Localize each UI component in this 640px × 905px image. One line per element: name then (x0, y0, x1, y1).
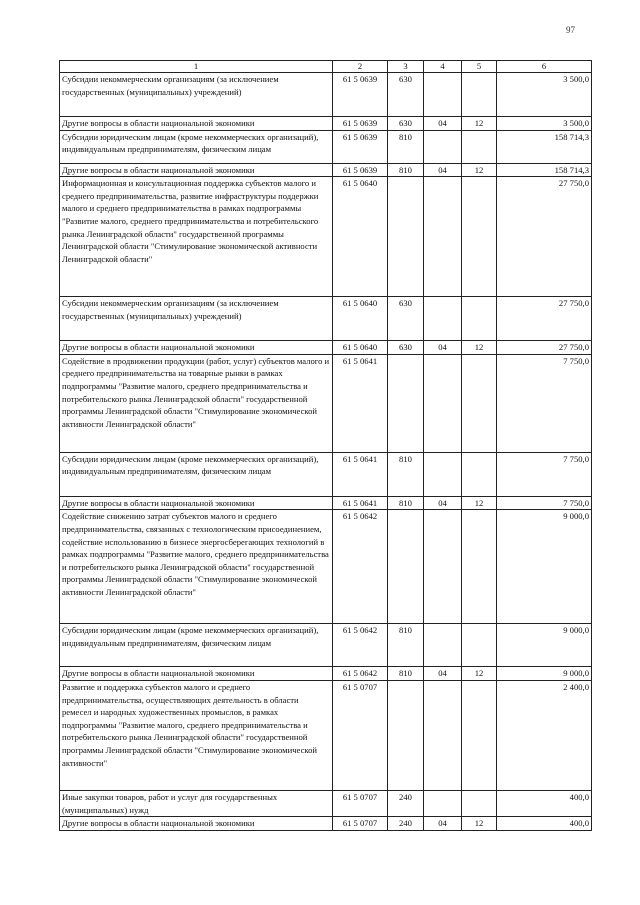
row-expense-type-cell: 630 (388, 297, 424, 341)
row-sum-cell: 400,0 (497, 817, 592, 831)
row-subsection-cell (462, 510, 497, 624)
table-row (60, 680, 592, 790)
row-section-cell: 04 (424, 817, 462, 831)
row-subsection-cell (462, 680, 497, 790)
table-row (60, 452, 592, 496)
row-name-cell: Содействие снижению затрат субъектов малого и среднего предпринимательства, связанных с технологическим присоединением, содействие использованию в бизнесе энергосберегающих технологий в рамках подпрограммы "Развитие малого, среднего предпринимательства и потребительского рынка Ленинградской области" государственной программы Ленинградской области "Стимулирование экономической активности Ленинградской области" (60, 510, 333, 624)
row-sum-cell: 7 750,0 (497, 452, 592, 496)
row-name-cell: Развитие и поддержка субъектов малого и среднего предпринимательства, осуществляющих деятельность в области ремесел и народных художественных промыслов, в рамках подпрограммы "Развитие малого, среднего предпринимательства и потребительского рынка Ленинградской области" государственной программы Ленинградской области "Стимулирование экономической активности" (60, 680, 333, 790)
table-row (60, 510, 592, 624)
row-section-cell (424, 680, 462, 790)
row-expense-type-cell: 240 (388, 817, 424, 831)
budget-table (59, 60, 592, 831)
row-section-cell: 04 (424, 341, 462, 355)
column-header: 1 (60, 61, 333, 73)
row-sum-cell: 3 500,0 (497, 117, 592, 131)
row-code-cell: 61 5 0642 (333, 667, 388, 681)
row-subsection-cell (462, 452, 497, 496)
row-sum-cell: 158 714,3 (497, 163, 592, 177)
row-sum-cell: 27 750,0 (497, 341, 592, 355)
table-row (60, 624, 592, 667)
row-expense-type-cell: 240 (388, 790, 424, 816)
row-name-cell: Другие вопросы в области национальной экономики (60, 496, 333, 510)
table-row (60, 790, 592, 816)
row-expense-type-cell: 630 (388, 117, 424, 131)
row-expense-type-cell (388, 510, 424, 624)
row-section-cell (424, 130, 462, 163)
row-expense-type-cell: 810 (388, 496, 424, 510)
row-code-cell: 61 5 0641 (333, 452, 388, 496)
row-subsection-cell: 12 (462, 163, 497, 177)
table-row (60, 130, 592, 163)
row-sum-cell: 2 400,0 (497, 680, 592, 790)
row-sum-cell: 9 000,0 (497, 510, 592, 624)
row-expense-type-cell: 810 (388, 624, 424, 667)
row-expense-type-cell: 810 (388, 667, 424, 681)
table-row (60, 496, 592, 510)
row-code-cell: 61 5 0642 (333, 624, 388, 667)
row-name-cell: Другие вопросы в области национальной экономики (60, 667, 333, 681)
row-expense-type-cell (388, 680, 424, 790)
row-expense-type-cell (388, 354, 424, 452)
row-code-cell: 61 5 0641 (333, 496, 388, 510)
row-name-cell: Другие вопросы в области национальной экономики (60, 163, 333, 177)
column-header: 3 (388, 61, 424, 73)
row-code-cell: 61 5 0707 (333, 817, 388, 831)
row-expense-type-cell: 810 (388, 130, 424, 163)
row-subsection-cell (462, 297, 497, 341)
row-subsection-cell: 12 (462, 667, 497, 681)
row-subsection-cell (462, 790, 497, 816)
row-code-cell: 61 5 0640 (333, 297, 388, 341)
table-row (60, 341, 592, 355)
row-section-cell (424, 177, 462, 297)
row-sum-cell: 9 000,0 (497, 624, 592, 667)
row-name-cell: Содействие в продвижении продукции (работ, услуг) субъектов малого и среднего предпринимательства на товарные рынки в рамках подпрограммы "Развитие малого, среднего предпринимательства и потребительского рынка Ленинградской области" государственной программы Ленинградской области "Стимулирование экономической активности Ленинградской области" (60, 354, 333, 452)
row-expense-type-cell: 810 (388, 452, 424, 496)
row-name-cell: Субсидии некоммерческим организациям (за исключением государственных (муниципальных) учреждений) (60, 297, 333, 341)
table-row (60, 177, 592, 297)
column-header: 4 (424, 61, 462, 73)
row-code-cell: 61 5 0641 (333, 354, 388, 452)
row-section-cell (424, 510, 462, 624)
row-code-cell: 61 5 0707 (333, 680, 388, 790)
row-code-cell: 61 5 0639 (333, 163, 388, 177)
row-section-cell: 04 (424, 163, 462, 177)
row-section-cell: 04 (424, 667, 462, 681)
row-sum-cell: 158 714,3 (497, 130, 592, 163)
row-name-cell: Другие вопросы в области национальной экономики (60, 341, 333, 355)
row-subsection-cell: 12 (462, 817, 497, 831)
row-name-cell: Информационная и консультационная поддержка субъектов малого и среднего предпринимательства, развитие инфраструктуры поддержки малого и среднего предпринимательства в рамках подпрограммы "Развитие малого, среднего предпринимательства и потребительского рынка Ленинградской области" государственной программы Ленинградской области "Стимулирование экономической активности Ленинградской области" (60, 177, 333, 297)
row-code-cell: 61 5 0640 (333, 341, 388, 355)
table-row (60, 667, 592, 681)
row-section-cell: 04 (424, 117, 462, 131)
row-expense-type-cell: 630 (388, 341, 424, 355)
row-name-cell: Субсидии некоммерческим организациям (за исключением государственных (муниципальных) учреждений) (60, 73, 333, 117)
table-row (60, 117, 592, 131)
row-subsection-cell (462, 177, 497, 297)
row-section-cell (424, 624, 462, 667)
table-body (60, 73, 592, 831)
row-subsection-cell (462, 130, 497, 163)
row-sum-cell: 7 750,0 (497, 354, 592, 452)
row-subsection-cell: 12 (462, 496, 497, 510)
row-name-cell: Субсидии юридическим лицам (кроме некоммерческих организаций), индивидуальным предпринимателям, физическим лицам (60, 452, 333, 496)
row-sum-cell: 9 000,0 (497, 667, 592, 681)
row-code-cell: 61 5 0707 (333, 790, 388, 816)
table-row (60, 354, 592, 452)
row-expense-type-cell: 630 (388, 73, 424, 117)
row-section-cell (424, 452, 462, 496)
row-name-cell: Субсидии юридическим лицам (кроме некоммерческих организаций), индивидуальным предпринимателям, физическим лицам (60, 624, 333, 667)
row-sum-cell: 27 750,0 (497, 177, 592, 297)
row-subsection-cell: 12 (462, 117, 497, 131)
row-name-cell: Другие вопросы в области национальной экономики (60, 117, 333, 131)
row-sum-cell: 3 500,0 (497, 73, 592, 117)
row-sum-cell: 400,0 (497, 790, 592, 816)
row-code-cell: 61 5 0640 (333, 177, 388, 297)
table-row (60, 73, 592, 117)
row-section-cell: 04 (424, 496, 462, 510)
row-name-cell: Иные закупки товаров, работ и услуг для государственных (муниципальных) нужд (60, 790, 333, 816)
row-code-cell: 61 5 0639 (333, 73, 388, 117)
row-section-cell (424, 73, 462, 117)
row-sum-cell: 7 750,0 (497, 496, 592, 510)
row-code-cell: 61 5 0639 (333, 130, 388, 163)
column-header: 6 (497, 61, 592, 73)
page-number: 97 (566, 25, 575, 35)
row-name-cell: Другие вопросы в области национальной экономики (60, 817, 333, 831)
table-row (60, 817, 592, 831)
row-subsection-cell: 12 (462, 341, 497, 355)
column-header: 2 (333, 61, 388, 73)
row-code-cell: 61 5 0642 (333, 510, 388, 624)
row-expense-type-cell: 810 (388, 163, 424, 177)
row-expense-type-cell (388, 177, 424, 297)
row-code-cell: 61 5 0639 (333, 117, 388, 131)
row-subsection-cell (462, 354, 497, 452)
column-header: 5 (462, 61, 497, 73)
table-row (60, 163, 592, 177)
row-subsection-cell (462, 73, 497, 117)
table-row (60, 297, 592, 341)
row-sum-cell: 27 750,0 (497, 297, 592, 341)
row-name-cell: Субсидии юридическим лицам (кроме некоммерческих организаций), индивидуальным предпринимателям, физическим лицам (60, 130, 333, 163)
row-section-cell (424, 354, 462, 452)
table-header-row (60, 61, 592, 73)
row-subsection-cell (462, 624, 497, 667)
row-section-cell (424, 297, 462, 341)
row-section-cell (424, 790, 462, 816)
